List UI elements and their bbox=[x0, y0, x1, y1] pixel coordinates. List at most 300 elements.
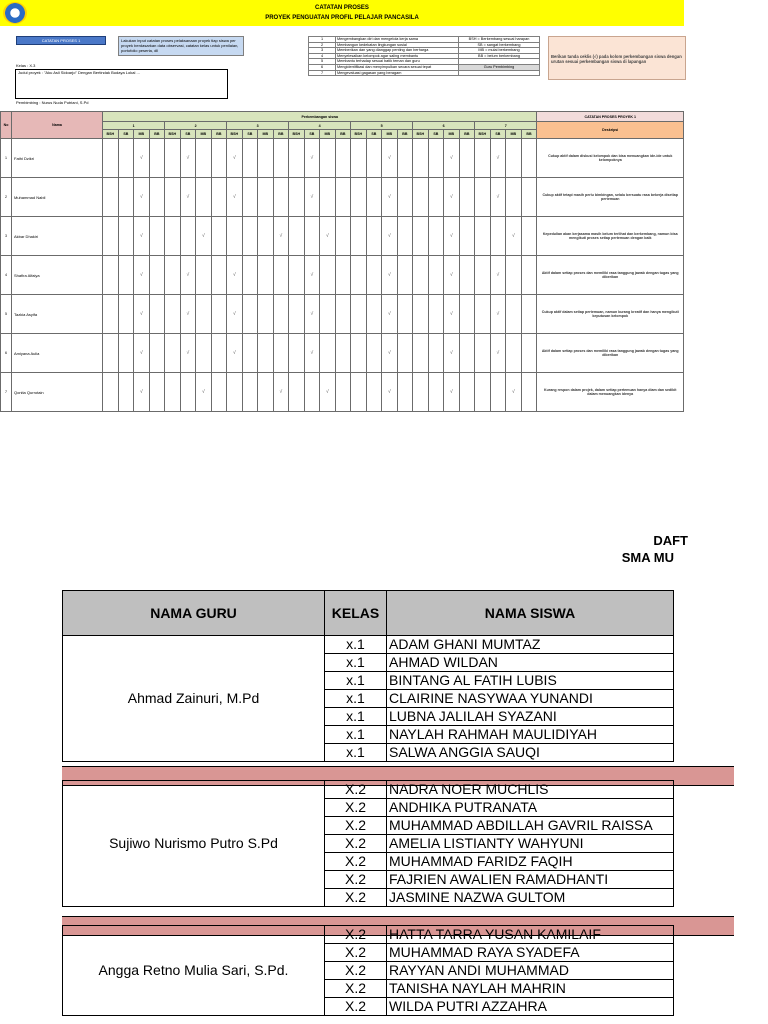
checkmark-cell[interactable] bbox=[366, 373, 382, 412]
checkmark-cell[interactable] bbox=[351, 334, 367, 373]
checkmark-cell[interactable] bbox=[413, 178, 429, 217]
header-class: KELAS bbox=[325, 591, 387, 636]
student-name-cell: NAYLAH RAHMAH MAULIDIYAH bbox=[387, 726, 674, 744]
student-description[interactable]: Aktif dalam setiap proses dan memiliki rasa tanggung jawab dengan tugas yang diberikan bbox=[537, 334, 684, 373]
dimension-number: 3 bbox=[309, 48, 336, 54]
supervisor-label: Pembimbing : Nurus Nuda Putriani, S.Pd bbox=[16, 100, 89, 105]
checkmark-cell[interactable]: √ bbox=[382, 256, 398, 295]
checkmark-cell[interactable] bbox=[196, 139, 212, 178]
checkmark-cell[interactable]: √ bbox=[382, 295, 398, 334]
checkmark-cell[interactable] bbox=[118, 334, 134, 373]
checkmark-cell[interactable] bbox=[118, 256, 134, 295]
checkmark-cell[interactable] bbox=[490, 217, 506, 256]
checkmark-cell[interactable]: √ bbox=[490, 139, 506, 178]
class-cell: X.2 bbox=[325, 889, 387, 907]
checkmark-cell[interactable]: √ bbox=[304, 178, 320, 217]
student-description[interactable]: Cukup aktif dalam setiap pertemuan, namun kurang kreatif dan hanya mengikuti keputusan kelompok bbox=[537, 295, 684, 334]
student-name-cell: AHMAD WILDAN bbox=[387, 654, 674, 672]
student-name-cell: FAJRIEN AWALIEN RAMADHANTI bbox=[387, 871, 674, 889]
student-name-cell: ANDHIKA PUTRANATA bbox=[387, 799, 674, 817]
student-number: 4 bbox=[1, 256, 12, 295]
checkmark-cell[interactable] bbox=[413, 139, 429, 178]
checkmark-cell[interactable] bbox=[211, 178, 227, 217]
checkmark-cell[interactable] bbox=[149, 217, 165, 256]
student-name: Fathi Dzikri bbox=[12, 139, 103, 178]
student-description[interactable]: Cukup aktif tetapi masih perlu bimbingan, selalu bersuatu rasa bekerja disetiap pertemuan bbox=[537, 178, 684, 217]
class-label: Kelas : X.3 bbox=[16, 63, 36, 68]
checkmark-cell[interactable]: √ bbox=[180, 256, 196, 295]
criteria-cell: BSH = Berkembang sesuai harapan bbox=[459, 37, 540, 43]
checkmark-cell[interactable]: √ bbox=[227, 139, 243, 178]
checkmark-cell[interactable] bbox=[397, 139, 413, 178]
student-number: 1 bbox=[1, 139, 12, 178]
checkmark-cell[interactable] bbox=[242, 217, 258, 256]
checkmark-cell[interactable] bbox=[289, 217, 305, 256]
checkmark-cell[interactable] bbox=[397, 217, 413, 256]
checkmark-cell[interactable] bbox=[335, 217, 351, 256]
criteria-cell: Guru Pembimbing bbox=[459, 64, 540, 70]
checkmark-cell[interactable]: √ bbox=[382, 373, 398, 412]
checkmark-cell[interactable] bbox=[211, 373, 227, 412]
checkmark-cell[interactable] bbox=[413, 334, 429, 373]
subheader-bsh: BSH bbox=[227, 130, 243, 139]
checkmark-cell[interactable]: √ bbox=[273, 373, 289, 412]
checkmark-cell[interactable] bbox=[289, 334, 305, 373]
checkmark-cell[interactable] bbox=[397, 373, 413, 412]
dimension-text: Memberikan dan yang dianggap penting dan berharga bbox=[336, 48, 459, 54]
checkmark-cell[interactable]: √ bbox=[134, 373, 150, 412]
checkmark-cell[interactable] bbox=[242, 295, 258, 334]
checkmark-cell[interactable] bbox=[304, 373, 320, 412]
subheader-bsh: BSH bbox=[165, 130, 181, 139]
checkmark-cell[interactable]: √ bbox=[134, 334, 150, 373]
checkmark-cell[interactable]: √ bbox=[490, 178, 506, 217]
checkmark-cell[interactable] bbox=[428, 217, 444, 256]
checkmark-cell[interactable]: √ bbox=[304, 139, 320, 178]
student-progress-grid bbox=[0, 111, 684, 412]
checkmark-cell[interactable]: √ bbox=[227, 178, 243, 217]
instruction-info-box: Lakukan input catatan proses pelaksanaan proyek tiap siswa per proyek berdasarkan data observasi, catatan kelas untuk penilaian, portofolio peserta, dll bbox=[118, 36, 244, 56]
checkmark-cell[interactable] bbox=[320, 295, 336, 334]
checkmark-cell[interactable] bbox=[413, 373, 429, 412]
checkmark-cell[interactable]: √ bbox=[134, 217, 150, 256]
checkmark-cell[interactable] bbox=[413, 256, 429, 295]
roster-title-line1: DAFT bbox=[653, 533, 688, 548]
checkmark-cell[interactable] bbox=[211, 139, 227, 178]
checkmark-cell[interactable] bbox=[428, 139, 444, 178]
checkmark-cell[interactable]: √ bbox=[134, 295, 150, 334]
subheader-mb: MB bbox=[134, 130, 150, 139]
checkmark-cell[interactable] bbox=[149, 373, 165, 412]
project-title-text: Judul proyek : "Aku Asli Sidoarjo" Dengan Bertindak Budaya Lokal ... bbox=[18, 70, 140, 75]
roster-row bbox=[63, 781, 674, 799]
checkmark-cell[interactable] bbox=[459, 139, 475, 178]
checkmark-cell[interactable] bbox=[165, 334, 181, 373]
checkmark-cell[interactable] bbox=[289, 139, 305, 178]
checkmark-cell[interactable] bbox=[351, 373, 367, 412]
student-name: Muhammad Nabil bbox=[12, 178, 103, 217]
group-separator-row bbox=[63, 762, 674, 781]
checkmark-cell[interactable] bbox=[320, 256, 336, 295]
checkmark-cell[interactable] bbox=[103, 295, 119, 334]
student-number: 7 bbox=[1, 373, 12, 412]
checkmark-cell[interactable] bbox=[165, 295, 181, 334]
checkmark-cell[interactable]: √ bbox=[180, 295, 196, 334]
checkmark-cell[interactable] bbox=[459, 178, 475, 217]
dimension-number: 1 bbox=[309, 37, 336, 43]
checkmark-cell[interactable] bbox=[351, 139, 367, 178]
student-name: Tazkia Asyifa bbox=[12, 295, 103, 334]
class-cell: X.2 bbox=[325, 835, 387, 853]
checkmark-cell[interactable] bbox=[258, 139, 274, 178]
class-cell: x.1 bbox=[325, 726, 387, 744]
checkmark-cell[interactable] bbox=[211, 217, 227, 256]
student-number: 5 bbox=[1, 295, 12, 334]
checkmark-cell[interactable]: √ bbox=[444, 139, 460, 178]
checkmark-cell[interactable]: √ bbox=[180, 178, 196, 217]
checkmark-cell[interactable] bbox=[397, 256, 413, 295]
criteria-cell: SB = sangat berkembang bbox=[459, 42, 540, 48]
group-separator-cell bbox=[63, 762, 674, 781]
checkmark-cell[interactable] bbox=[475, 139, 491, 178]
checkmark-cell[interactable]: √ bbox=[382, 217, 398, 256]
checkmark-cell[interactable] bbox=[506, 139, 522, 178]
checkmark-cell[interactable] bbox=[521, 139, 537, 178]
student-description[interactable]: Aktif dalam setiap proses dan memiliki rasa tanggung jawab dengan tugas yang diberikan bbox=[537, 256, 684, 295]
checkmark-cell[interactable]: √ bbox=[134, 178, 150, 217]
checkmark-cell[interactable] bbox=[335, 256, 351, 295]
checkmark-cell[interactable] bbox=[289, 295, 305, 334]
checkmark-cell[interactable] bbox=[475, 295, 491, 334]
checkmark-cell[interactable] bbox=[475, 256, 491, 295]
checkmark-cell[interactable] bbox=[242, 256, 258, 295]
checkmark-cell[interactable] bbox=[506, 178, 522, 217]
dimension-text: Membangun kedekatan lingkungan sosial bbox=[336, 42, 459, 48]
subheader-mb: MB bbox=[506, 130, 522, 139]
subheader-mb: MB bbox=[320, 130, 336, 139]
checkmark-cell[interactable] bbox=[103, 334, 119, 373]
checkmark-cell[interactable] bbox=[103, 373, 119, 412]
header-teacher-name: NAMA GURU bbox=[63, 591, 325, 636]
checkmark-cell[interactable] bbox=[242, 178, 258, 217]
student-row bbox=[1, 217, 684, 256]
checkmark-cell[interactable]: √ bbox=[490, 334, 506, 373]
checkmark-cell[interactable]: √ bbox=[506, 373, 522, 412]
checkmark-cell[interactable] bbox=[118, 139, 134, 178]
checkmark-cell[interactable]: √ bbox=[196, 373, 212, 412]
checkmark-cell[interactable] bbox=[180, 217, 196, 256]
student-number: 3 bbox=[1, 217, 12, 256]
student-name-cell: JASMINE NAZWA GULTOM bbox=[387, 889, 674, 907]
checkmark-cell[interactable] bbox=[428, 295, 444, 334]
dimension-number: 2 bbox=[309, 42, 336, 48]
checkmark-cell[interactable] bbox=[506, 334, 522, 373]
process-notes-sheet bbox=[0, 0, 684, 420]
checkmark-cell[interactable] bbox=[227, 373, 243, 412]
checkmark-cell[interactable] bbox=[165, 178, 181, 217]
dimension-row bbox=[309, 64, 540, 70]
dimension-text: Mengevaluasi gagasan yang beragam bbox=[336, 70, 459, 76]
class-cell: X.2 bbox=[325, 962, 387, 980]
checkmark-cell[interactable] bbox=[242, 373, 258, 412]
student-name: Shafira Alfaiya bbox=[12, 256, 103, 295]
student-description[interactable]: Kepedulian akan kerjasama masih belum terlihat dan berkembang, namun bisa mengikuti proses setiap pertemuan dengan baik bbox=[537, 217, 684, 256]
checkmark-cell[interactable] bbox=[459, 295, 475, 334]
criteria-cell bbox=[459, 70, 540, 76]
student-name: Amiyana Aulia bbox=[12, 334, 103, 373]
checkmark-cell[interactable]: √ bbox=[227, 295, 243, 334]
checkmark-cell[interactable] bbox=[459, 217, 475, 256]
checkmark-cell[interactable] bbox=[165, 139, 181, 178]
dimension-header-7: 7 bbox=[475, 122, 537, 130]
checkmark-cell[interactable]: √ bbox=[180, 334, 196, 373]
checkmark-cell[interactable] bbox=[118, 217, 134, 256]
checkmark-cell[interactable] bbox=[242, 139, 258, 178]
checkmark-cell[interactable] bbox=[351, 295, 367, 334]
header-student-name: NAMA SISWA bbox=[387, 591, 674, 636]
process-notes-pill[interactable]: CATATAN PROSES 1 bbox=[16, 36, 106, 45]
checkmark-cell[interactable]: √ bbox=[444, 217, 460, 256]
checkmark-cell[interactable] bbox=[366, 334, 382, 373]
checkmark-cell[interactable]: √ bbox=[304, 334, 320, 373]
teacher-name: Sujiwo Nurismo Putro S.Pd bbox=[63, 781, 325, 907]
header-process-notes: CATATAN PROSES PROYEK 1 bbox=[537, 112, 684, 122]
checkmark-cell[interactable]: √ bbox=[444, 256, 460, 295]
checkmark-cell[interactable] bbox=[521, 217, 537, 256]
checkmark-cell[interactable]: √ bbox=[382, 334, 398, 373]
checkmark-cell[interactable] bbox=[475, 334, 491, 373]
checkmark-cell[interactable] bbox=[196, 256, 212, 295]
checkmark-cell[interactable] bbox=[366, 178, 382, 217]
roster-row bbox=[63, 636, 674, 654]
group-separator-row bbox=[63, 907, 674, 926]
class-cell: X.2 bbox=[325, 998, 387, 1016]
checkmark-cell[interactable] bbox=[118, 373, 134, 412]
checkmark-cell[interactable] bbox=[258, 217, 274, 256]
class-cell: X.2 bbox=[325, 944, 387, 962]
dimension-number: 5 bbox=[309, 59, 336, 65]
checkmark-cell[interactable] bbox=[320, 178, 336, 217]
checkmark-cell[interactable] bbox=[475, 217, 491, 256]
checkmark-cell[interactable] bbox=[149, 178, 165, 217]
checkmark-cell[interactable] bbox=[242, 334, 258, 373]
checkmark-cell[interactable] bbox=[506, 256, 522, 295]
checkmark-cell[interactable] bbox=[273, 178, 289, 217]
checkmark-cell[interactable] bbox=[397, 334, 413, 373]
checkmark-cell[interactable]: √ bbox=[382, 178, 398, 217]
checkmark-cell[interactable]: √ bbox=[444, 178, 460, 217]
checkmark-cell[interactable] bbox=[165, 373, 181, 412]
subheader-bsh: BSH bbox=[475, 130, 491, 139]
checkmark-cell[interactable] bbox=[258, 295, 274, 334]
checkmark-cell[interactable] bbox=[335, 139, 351, 178]
checkmark-cell[interactable] bbox=[103, 256, 119, 295]
student-name-cell: RAYYAN ANDI MUHAMMAD bbox=[387, 962, 674, 980]
checkmark-cell[interactable]: √ bbox=[506, 217, 522, 256]
checkmark-cell[interactable]: √ bbox=[320, 217, 336, 256]
checkmark-cell[interactable] bbox=[475, 373, 491, 412]
project-title-box[interactable] bbox=[15, 69, 228, 99]
student-name-cell: BINTANG AL FATIH LUBIS bbox=[387, 672, 674, 690]
checkmark-cell[interactable] bbox=[103, 178, 119, 217]
teacher-name: Angga Retno Mulia Sari, S.Pd. bbox=[63, 926, 325, 1016]
criteria-cell: BB = belum berkembang bbox=[459, 53, 540, 59]
dimension-text: Membantu terhadap sesuai batik teman dan guru bbox=[336, 59, 459, 65]
dimension-header-3: 3 bbox=[227, 122, 289, 130]
checkmark-cell[interactable] bbox=[289, 373, 305, 412]
checkmark-cell[interactable] bbox=[335, 178, 351, 217]
checkmark-cell[interactable]: √ bbox=[444, 334, 460, 373]
class-cell: X.2 bbox=[325, 980, 387, 998]
checkmark-cell[interactable] bbox=[413, 217, 429, 256]
checkmark-cell[interactable] bbox=[196, 334, 212, 373]
checkmark-cell[interactable] bbox=[490, 373, 506, 412]
checkmark-cell[interactable] bbox=[335, 334, 351, 373]
student-description[interactable]: Cukup aktif dalam diskusi kelompok dan bisa menuangkan ide-ide untuk kelompoknya bbox=[537, 139, 684, 178]
student-name-cell: WILDA PUTRI AZZAHRA bbox=[387, 998, 674, 1016]
checkmark-cell[interactable] bbox=[196, 295, 212, 334]
checkmark-cell[interactable]: √ bbox=[134, 139, 150, 178]
checkmark-cell[interactable] bbox=[366, 217, 382, 256]
checkmark-cell[interactable] bbox=[258, 373, 274, 412]
checkmark-cell[interactable] bbox=[165, 256, 181, 295]
checkmark-cell[interactable] bbox=[521, 256, 537, 295]
class-cell: X.2 bbox=[325, 871, 387, 889]
checkmark-cell[interactable] bbox=[289, 178, 305, 217]
student-name-cell: SALWA ANGGIA SAUQI bbox=[387, 744, 674, 762]
title-banner bbox=[0, 0, 684, 26]
subheader-mb: MB bbox=[258, 130, 274, 139]
checkmark-cell[interactable] bbox=[103, 139, 119, 178]
checkmark-cell[interactable] bbox=[351, 178, 367, 217]
header-no: No bbox=[1, 112, 12, 139]
subheader-bsh: BSH bbox=[289, 130, 305, 139]
student-row bbox=[1, 178, 684, 217]
student-name-cell: HATTA TARRA YUSAN KAMILAIF bbox=[387, 926, 674, 944]
sheet-title: CATATAN PROSES bbox=[315, 5, 369, 11]
checkmark-cell[interactable]: √ bbox=[444, 295, 460, 334]
checkmark-cell[interactable] bbox=[273, 256, 289, 295]
checkmark-cell[interactable]: √ bbox=[304, 256, 320, 295]
checkmark-cell[interactable]: √ bbox=[134, 256, 150, 295]
class-cell: X.2 bbox=[325, 926, 387, 944]
checkmark-cell[interactable] bbox=[273, 334, 289, 373]
checkmark-cell[interactable]: √ bbox=[273, 217, 289, 256]
class-cell: X.2 bbox=[325, 781, 387, 799]
class-cell: x.1 bbox=[325, 654, 387, 672]
checkmark-cell[interactable] bbox=[428, 256, 444, 295]
checkmark-cell[interactable] bbox=[273, 139, 289, 178]
checkmark-cell[interactable] bbox=[227, 217, 243, 256]
checkmark-cell[interactable] bbox=[335, 373, 351, 412]
checkmark-cell[interactable] bbox=[149, 256, 165, 295]
checkmark-cell[interactable] bbox=[258, 256, 274, 295]
checkmark-cell[interactable] bbox=[335, 295, 351, 334]
checkmark-cell[interactable]: √ bbox=[382, 139, 398, 178]
checkmark-cell[interactable] bbox=[366, 256, 382, 295]
subheader-bb: BB bbox=[149, 130, 165, 139]
subheader-sb: SB bbox=[180, 130, 196, 139]
class-cell: x.1 bbox=[325, 744, 387, 762]
checkmark-cell[interactable] bbox=[428, 334, 444, 373]
student-name-cell: MUHAMMAD RAYA SYADEFA bbox=[387, 944, 674, 962]
checkmark-cell[interactable] bbox=[165, 217, 181, 256]
student-row bbox=[1, 295, 684, 334]
dimension-header-5: 5 bbox=[351, 122, 413, 130]
class-cell: X.2 bbox=[325, 817, 387, 835]
checkmark-cell[interactable]: √ bbox=[490, 295, 506, 334]
checkmark-cell[interactable]: √ bbox=[304, 295, 320, 334]
checkmark-cell[interactable] bbox=[351, 256, 367, 295]
checkmark-cell[interactable] bbox=[366, 139, 382, 178]
checkmark-cell[interactable] bbox=[475, 178, 491, 217]
checkmark-cell[interactable]: √ bbox=[490, 256, 506, 295]
checkmark-cell[interactable] bbox=[351, 217, 367, 256]
checkmark-cell[interactable]: √ bbox=[196, 217, 212, 256]
student-description[interactable]: Kurang respon dalam projek, dalam setiap pertemuan hanya diam dan sedikit dalam menuangkan idenya bbox=[537, 373, 684, 412]
checkmark-cell[interactable]: √ bbox=[444, 373, 460, 412]
checkmark-cell[interactable] bbox=[397, 178, 413, 217]
student-name-cell: AMELIA LISTIANTY WAHYUNI bbox=[387, 835, 674, 853]
dimension-legend-table bbox=[308, 36, 540, 76]
subheader-bb: BB bbox=[211, 130, 227, 139]
checkmark-cell[interactable] bbox=[521, 178, 537, 217]
checkmark-cell[interactable] bbox=[149, 295, 165, 334]
checkmark-cell[interactable] bbox=[459, 334, 475, 373]
checkmark-cell[interactable] bbox=[366, 295, 382, 334]
subheader-bb: BB bbox=[521, 130, 537, 139]
checkmark-cell[interactable] bbox=[211, 256, 227, 295]
subheader-mb: MB bbox=[382, 130, 398, 139]
checkmark-cell[interactable] bbox=[521, 295, 537, 334]
checkmark-cell[interactable] bbox=[320, 334, 336, 373]
checkmark-cell[interactable] bbox=[273, 295, 289, 334]
checkmark-cell[interactable] bbox=[258, 334, 274, 373]
checkmark-cell[interactable]: √ bbox=[227, 334, 243, 373]
student-row bbox=[1, 139, 684, 178]
school-logo-icon bbox=[3, 2, 27, 24]
checkmark-cell[interactable] bbox=[428, 178, 444, 217]
checkmark-cell[interactable] bbox=[289, 256, 305, 295]
checkmark-cell[interactable]: √ bbox=[320, 373, 336, 412]
checkmark-cell[interactable] bbox=[118, 295, 134, 334]
checkmark-cell[interactable] bbox=[506, 295, 522, 334]
checkmark-cell[interactable] bbox=[103, 217, 119, 256]
criteria-cell: MB = mulai berkembang bbox=[459, 48, 540, 54]
student-number: 2 bbox=[1, 178, 12, 217]
checkmark-cell[interactable] bbox=[459, 373, 475, 412]
checkmark-cell[interactable] bbox=[413, 295, 429, 334]
checkmark-cell[interactable]: √ bbox=[180, 139, 196, 178]
checkmark-cell[interactable] bbox=[428, 373, 444, 412]
checkmark-cell[interactable] bbox=[149, 334, 165, 373]
checkmark-cell[interactable] bbox=[196, 178, 212, 217]
checkmark-cell[interactable] bbox=[180, 373, 196, 412]
checkmark-cell[interactable] bbox=[521, 334, 537, 373]
checkmark-cell[interactable] bbox=[211, 295, 227, 334]
checkmark-cell[interactable] bbox=[118, 178, 134, 217]
checkmark-cell[interactable] bbox=[459, 256, 475, 295]
checkmark-cell[interactable]: √ bbox=[227, 256, 243, 295]
checkmark-cell[interactable] bbox=[211, 334, 227, 373]
checkmark-cell[interactable] bbox=[149, 139, 165, 178]
checkmark-cell[interactable] bbox=[304, 217, 320, 256]
checkmark-cell[interactable] bbox=[397, 295, 413, 334]
checkmark-cell[interactable] bbox=[521, 373, 537, 412]
checkmark-cell[interactable] bbox=[320, 139, 336, 178]
student-row bbox=[1, 373, 684, 412]
checkmark-cell[interactable] bbox=[258, 178, 274, 217]
